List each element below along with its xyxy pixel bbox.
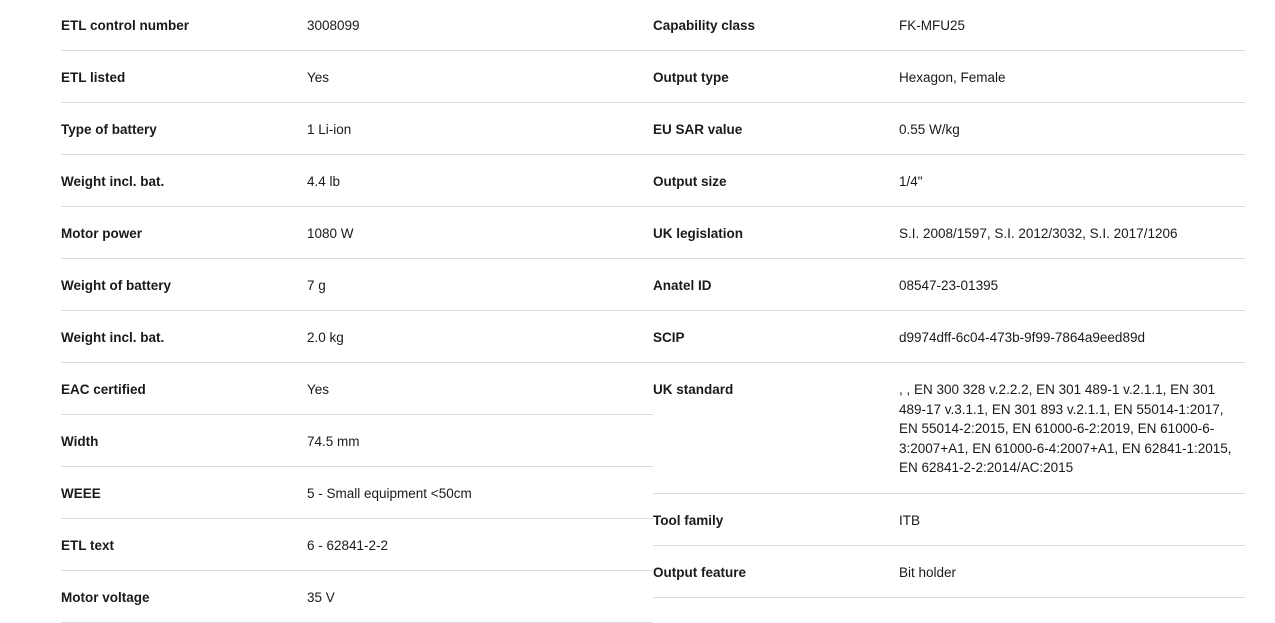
spec-label: ETL text [61, 538, 115, 553]
table-row [61, 519, 653, 571]
spec-value: 5 - Small equipment <50cm [307, 486, 472, 501]
spec-label: Type of battery [61, 122, 157, 137]
spec-label: Output feature [653, 564, 746, 580]
table-row [61, 571, 653, 623]
table-row [61, 415, 653, 467]
spec-label: WEEE [61, 486, 101, 501]
spec-value: Bit holder [899, 564, 957, 580]
spec-label: Tool family [653, 512, 724, 528]
spec-value: 08547-23-01395 [899, 278, 999, 293]
spec-value: 1/4" [899, 174, 923, 189]
table-row [653, 363, 1245, 494]
spec-value: Yes [307, 70, 330, 85]
spec-label: Width [61, 434, 99, 449]
spec-value: ITB [899, 512, 921, 528]
spec-value: Hexagon, Female [899, 70, 1006, 85]
spec-value: , , EN 300 328 v.2.2.2, EN 301 489-1 v.2.1.1, EN 301 489-17 v.3.1.1, EN 301 893 v.2.1.1, EN 55014-1:2017, EN 55014-2:2015, EN 61000-6-2:2019, EN 61000-6-3:2007+A1, EN 61000-6-4:2007+A1, EN 62841-1:2015, EN 62841-2-2:2014/AC:2015 [899, 382, 1232, 475]
spec-label: EU SAR value [653, 122, 743, 137]
table-row [61, 103, 653, 155]
spec-column-left [61, 0, 653, 623]
spec-label: ETL listed [61, 70, 126, 85]
spec-value: 35 V [307, 590, 335, 605]
spec-value: 4.4 lb [307, 174, 341, 189]
spec-label: Weight incl. bat. [61, 330, 165, 345]
table-row [653, 103, 1245, 155]
spec-label: SCIP [653, 330, 685, 345]
spec-label: Motor power [61, 226, 142, 241]
spec-value: 74.5 mm [307, 434, 360, 449]
spec-label: Weight of battery [61, 278, 172, 293]
spec-label: Weight incl. bat. [61, 174, 165, 189]
spec-label: ETL control number [61, 18, 190, 33]
spec-value: Yes [307, 382, 330, 397]
table-row [653, 311, 1245, 363]
spec-label: Motor voltage [61, 590, 150, 605]
table-row [61, 259, 653, 311]
spec-value: 2.0 kg [307, 330, 344, 345]
table-row [653, 546, 1245, 598]
spec-value: d9974dff-6c04-473b-9f99-7864a9eed89d [899, 330, 1145, 345]
spec-column-right [653, 0, 1245, 623]
table-row [653, 494, 1245, 546]
spec-label: Capability class [653, 18, 756, 33]
spec-value: FK-MFU25 [899, 18, 966, 33]
spec-value: 1 Li-ion [307, 122, 352, 137]
spec-label: Output size [653, 174, 727, 189]
spec-value: 0.55 W/kg [899, 122, 960, 137]
spec-value: S.I. 2008/1597, S.I. 2012/3032, S.I. 2017/1206 [899, 226, 1178, 241]
spec-value: 1080 W [307, 226, 354, 241]
spec-label: UK legislation [653, 226, 744, 241]
spec-label: UK standard [653, 382, 734, 397]
table-row [61, 363, 653, 415]
table-row [653, 0, 1245, 51]
spec-value: 3008099 [307, 18, 360, 33]
table-row [61, 0, 653, 51]
spec-label: EAC certified [61, 382, 146, 397]
table-row [653, 155, 1245, 207]
spec-value: 6 - 62841-2-2 [307, 538, 389, 553]
table-row [61, 155, 653, 207]
table-row [61, 207, 653, 259]
table-row [61, 51, 653, 103]
spec-value: 7 g [307, 278, 326, 293]
spec-label: Output type [653, 70, 729, 85]
table-row [61, 311, 653, 363]
table-row [653, 207, 1245, 259]
table-row [653, 259, 1245, 311]
spec-label: Anatel ID [653, 278, 712, 293]
table-row [653, 51, 1245, 103]
table-row [61, 467, 653, 519]
